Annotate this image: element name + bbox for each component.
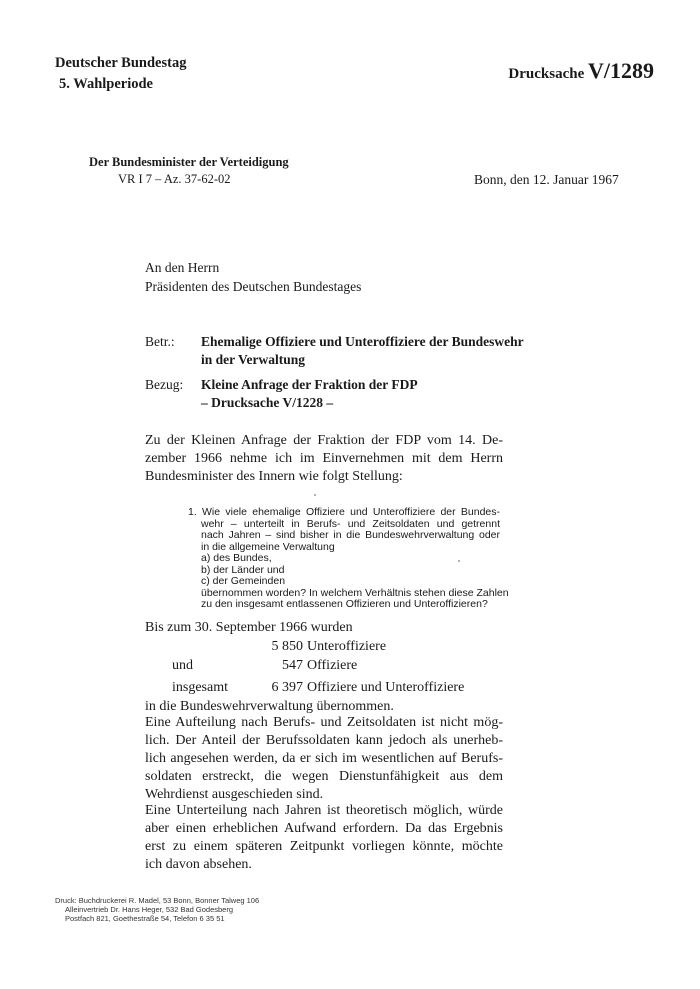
paragraph-line: Eine Unterteilung nach Jahren ist theoretisch möglich, würde — [145, 803, 503, 818]
question-line: übernommen worden? In welchem Verhältnis stehen diese Zahlen — [201, 586, 509, 599]
answer-block — [145, 618, 465, 716]
row-description: Unteroffiziere — [307, 639, 387, 654]
row-number: 6 397 — [271, 680, 303, 695]
paragraph-line: Eine Aufteilung nach Berufs- und Zeitsoldaten ist nicht mög- — [145, 715, 503, 730]
question-line: nach Jahren – sind bisher in die Bundeswehrverwaltung oder — [201, 529, 500, 541]
scan-speck — [458, 560, 460, 562]
row-description: Offiziere und Unteroffiziere — [307, 680, 465, 695]
question-line: c) der Gemeinden — [201, 575, 286, 587]
parliament-name: Deutscher Bundestag — [55, 55, 187, 71]
question-line: wehr – unterteilt in Berufs- und Zeitsoldaten und getrennt — [201, 517, 500, 530]
paragraph-line: Wehrdienst ausgeschieden sind. — [145, 787, 324, 802]
row-number: 5 850 — [271, 639, 303, 654]
legislative-period: 5. Wahlperiode — [59, 76, 153, 92]
scan-speck — [314, 494, 316, 496]
addressee-block — [145, 258, 361, 296]
subject-block — [145, 333, 524, 369]
imprint-line: Postfach 821, Goethestraße 54, Telefon 6 35 51 — [65, 914, 225, 923]
document-number — [508, 58, 654, 84]
paragraph-line: ich davon absehen. — [145, 857, 252, 872]
paragraph-line: erst zu einem späteren Zeitpunkt vorliegen könnte, möchte — [145, 839, 503, 854]
intro-line: Zu der Kleinen Anfrage der Fraktion der FDP vom 14. De- — [145, 433, 503, 448]
quoted-question — [188, 507, 509, 611]
question-line: in die allgemeine Verwaltung — [201, 540, 335, 553]
answer-intro: Bis zum 30. September 1966 wurden — [145, 620, 353, 635]
subject-line-2: in der Verwaltung — [201, 352, 306, 367]
addressee-line-2: Präsidenten des Deutschen Bundestages — [145, 279, 362, 294]
question-line: b) der Länder und — [201, 563, 285, 576]
parliament-header — [55, 53, 186, 95]
imprint-line: Druck: Buchdruckerei R. Madel, 53 Bonn, Bonner Talweg 106 — [55, 896, 260, 905]
row-description: Offiziere — [307, 658, 358, 673]
reference-number: VR I 7 – Az. 37-62-02 — [118, 172, 231, 186]
paragraph-line: aber einen erheblichen Aufwand erfordern. Da das Ergebnis — [145, 821, 503, 836]
subject-line-1: Ehemalige Offiziere und Unteroffiziere der Bundeswehr — [201, 334, 524, 349]
paragraph-line: soldaten erstreckt, die wegen Dienstunfähigkeit aus dem — [145, 769, 503, 784]
reference-line-1: Kleine Anfrage der Fraktion der FDP — [201, 377, 418, 392]
paragraph-breakdown — [145, 714, 503, 804]
paragraph-years — [145, 802, 503, 874]
reference-block — [145, 376, 418, 412]
addressee-line-1: An den Herrn — [145, 260, 220, 275]
paragraph-line: lich angesehen werden, da er sich im wesentlichen auf Berufs- — [145, 751, 503, 766]
place-date: Bonn, den 12. Januar 1967 — [474, 172, 619, 187]
row-label: insgesamt — [172, 680, 228, 695]
row-label: und — [172, 658, 193, 673]
answer-closing: in die Bundeswehrverwaltung übernommen. — [145, 699, 394, 714]
intro-line: zember 1966 nehme ich im Einvernehmen mit dem Herrn — [145, 451, 503, 466]
subject-label: Betr.: — [145, 334, 175, 349]
intro-line: Bundesminister des Innern wie folgt Stellung: — [145, 469, 403, 484]
question-line: zu den insgesamt entlassenen Offizieren und Unteroffizieren? — [201, 598, 488, 610]
reference-label: Bezug: — [145, 377, 184, 392]
question-line: a) des Bundes, — [201, 552, 272, 564]
sender-name: Der Bundesminister der Verteidigung — [89, 155, 289, 169]
drucksache-label: Drucksache — [508, 66, 585, 82]
row-number: 547 — [282, 658, 303, 673]
reference-line-2: – Drucksache V/1228 – — [201, 395, 334, 410]
drucksache-number: V/1289 — [588, 58, 654, 83]
imprint-line: Alleinvertrieb Dr. Hans Heger, 532 Bad Godesberg — [65, 905, 234, 914]
intro-paragraph — [145, 432, 503, 486]
question-line: 1. Wie viele ehemalige Offiziere und Unteroffiziere der Bundes- — [188, 506, 500, 518]
printer-imprint — [55, 896, 259, 923]
paragraph-line: lich. Der Anteil der Berufssoldaten kann jedoch als unerheb- — [145, 733, 503, 748]
sender-block — [89, 154, 289, 188]
